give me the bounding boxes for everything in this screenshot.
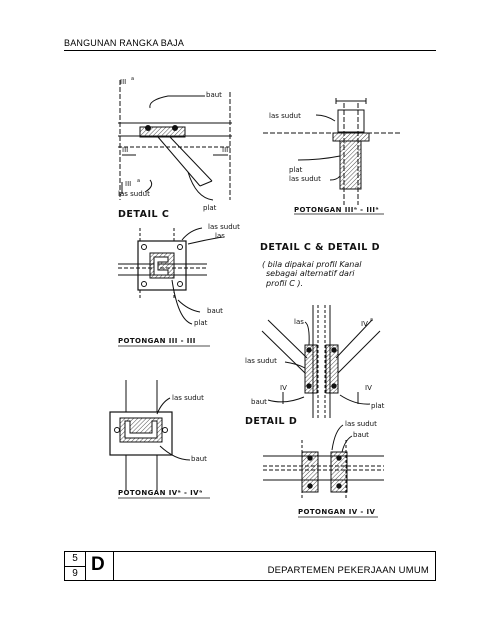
detail-c-label-baut: baut bbox=[206, 91, 222, 99]
section-letter: D bbox=[91, 554, 105, 575]
detail-d-title: DETAIL D bbox=[245, 416, 298, 427]
detail-c-cut-top-sup: a bbox=[131, 76, 135, 82]
potongan-iii-title: POTONGAN III - III bbox=[118, 337, 196, 345]
detail-c-cut-bot: III bbox=[125, 180, 132, 188]
potongan-iv-title: POTONGAN IV - IV bbox=[298, 508, 376, 516]
footer-divider-2 bbox=[113, 552, 114, 580]
potongan-iv-label-baut: baut bbox=[353, 431, 369, 439]
potongan-iii-label-baut: baut bbox=[207, 307, 223, 315]
potongan-iv-label-las-sudut: las sudut bbox=[345, 420, 377, 428]
detail-c-title: DETAIL C bbox=[118, 209, 170, 220]
detail-c-label-plat: plat bbox=[203, 204, 217, 212]
note-line-3: profil C ). bbox=[266, 279, 303, 288]
potongan-iva-label-baut: baut bbox=[191, 455, 207, 463]
detail-d-label-las-sudut: las sudut bbox=[245, 357, 277, 365]
detail-c-cut-left: III bbox=[122, 146, 129, 154]
note-line-2: sebagai alternatif dari bbox=[266, 269, 355, 278]
detail-c-cut-top: III bbox=[120, 78, 127, 86]
detail-c-cut-bot-sup: a bbox=[137, 178, 141, 184]
footer-box bbox=[64, 551, 436, 581]
detail-d-cut-iv-right: IV bbox=[365, 384, 372, 392]
page-number-top: 5 bbox=[65, 552, 85, 567]
detail-c-cut-right: III bbox=[222, 146, 229, 154]
potongan-iii-a-label-las-sudut-bottom: las sudut bbox=[289, 175, 321, 183]
potongan-iii-a-title: POTONGAN IIIᵃ - IIIᵃ bbox=[294, 206, 379, 214]
department-name: DEPARTEMEN PEKERJAAN UMUM bbox=[267, 565, 429, 576]
potongan-iii-label-las: las bbox=[215, 232, 225, 240]
potongan-iii-label-plat: plat bbox=[194, 319, 208, 327]
potongan-iii-label-las-sudut: las sudut bbox=[208, 223, 240, 231]
footer-divider-1 bbox=[85, 552, 86, 580]
detail-d-cut-iva: IV bbox=[361, 320, 368, 328]
detail-c-label-las-sudut: las sudut bbox=[118, 190, 150, 198]
detail-d-label-plat: plat bbox=[371, 402, 385, 410]
header-title: BANGUNAN RANGKA BAJA bbox=[64, 38, 185, 48]
potongan-iii-a-label-plat: plat bbox=[289, 166, 303, 174]
potongan-iva-title: POTONGAN IVᵃ - IVᵃ bbox=[118, 489, 203, 497]
note-line-1: ( bila dipakai profil Kanal bbox=[262, 260, 362, 269]
page-number-bottom: 9 bbox=[72, 568, 78, 579]
potongan-iii-a-label-las-sudut-top: las sudut bbox=[269, 112, 301, 120]
detail-d-cut-iva-sup: a bbox=[370, 317, 374, 323]
potongan-iva-label-las-sudut: las sudut bbox=[172, 394, 204, 402]
detail-d-label-las: las bbox=[294, 318, 304, 326]
detail-d-label-baut: baut bbox=[251, 398, 267, 406]
detail-d-cut-iv-left: IV bbox=[280, 384, 287, 392]
note-title: DETAIL C & DETAIL D bbox=[260, 242, 380, 253]
